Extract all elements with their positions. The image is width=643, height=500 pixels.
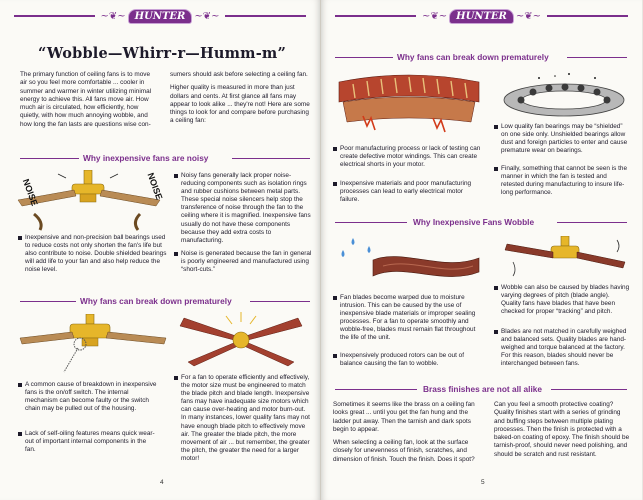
intro-paragraph: sumers should ask before selecting a ceiling fan.	[170, 71, 308, 78]
bullet-item: Poor manufacturing process or lack of testing can create defective motor windings. This can create electrical shorts in your motor.	[333, 145, 483, 169]
section-title-wobble: Why Inexpensive Fans Wobble	[413, 217, 535, 227]
noisy-fan-illustration	[14, 170, 164, 232]
intro-paragraph: The primary function of ceiling fans is to move air so you feel more comfortable ... cooler in summer and warmer in winter utilizing minimal energy to achieve this. All fans move air. How much air is circulated, how efficiently, how quietly, with how much annoying wobble, and how long the fan lasts are questions wise con-	[20, 71, 152, 128]
blade-pitch-illustration	[176, 308, 306, 368]
hunter-logo	[422, 9, 541, 24]
bearing-illustration	[499, 70, 629, 118]
bullet-item: For a fan to operate efficiently and effectively, the motor size must be engineered to match the blade pitch and blade length. Inexpensive fans may have inadequate size motors which can cause over-heating and motor burn-out. In many instances, lower quality fans may not have enough blade pitch to effectively move air. The greater the blade pitch, the more movement of air ... but remember, the greater the pitch, the greater the need for a larger motor!	[174, 374, 312, 463]
bullet-item: Wobble can also be caused by blades having varying degrees of pitch (blade angle). Quality fans have blades that have been checked for proper “tracking” and pitch.	[494, 284, 630, 316]
section-rule	[335, 222, 407, 223]
section-title-breakdown: Why fans can break down prematurely	[80, 296, 232, 306]
hunter-logo	[101, 9, 220, 24]
section-rule	[250, 301, 310, 302]
bullet-item: Finally, something that cannot be seen is the manner in which the fan is tested and retested during manufacturing to insure life-long performance.	[494, 165, 630, 197]
left-page	[0, 0, 321, 500]
brass-paragraph: Can you feel a smooth protective coating? Quality finishes start with a series of grinding and buffing steps between multiple plating processes. Then the finish is protected with a baked-on coating of epoxy. The finish should be tarnish-proof, should never need polishing, and should be scratch and rust resistant.	[494, 401, 630, 458]
intro-column-1	[20, 71, 152, 134]
intro-column-2	[170, 71, 310, 131]
logo-swirl-right: ~❦~	[194, 10, 220, 22]
bullet-item: Noisy fans generally lack proper noise-reducing components such as isolation rings and rubber cushions between metal parts. These special noise silencers help stop the transference of noise through the fan to the ceiling where it is magnified. Inexpensive fans usually do not have these components because they add extra costs to manufacturing.	[174, 172, 312, 245]
section-title-noisy: Why inexpensive fans are noisy	[83, 153, 209, 163]
bullet-item: Blades are not matched in carefully weighed and balanced sets. Quality blades are hand-weighed and torque balanced at the factory. For this reason, blades should never be interchanged between fans.	[494, 328, 630, 368]
bullet-item: Low quality fan bearings may be “shielded” on one side only. Unshielded bearings allow dust and foreign particles to enter and cause premature wear on bearings.	[494, 123, 630, 155]
section-rule	[567, 57, 627, 58]
noise-label: NOISE	[20, 177, 40, 208]
noise-label: NOISE	[145, 171, 164, 202]
section-rule	[335, 57, 393, 58]
logo-badge: HUNTER	[449, 9, 514, 24]
wobbling-fan-illustration	[503, 236, 629, 282]
brass-paragraph: Sometimes it seems like the brass on a ceiling fan looks great ... until you get the fan hung and the ladder put away. Then the tarnish and dark spots begin to appear.	[333, 401, 475, 433]
warped-blade-illustration	[333, 232, 483, 288]
fan-switch-illustration	[18, 314, 168, 374]
intro-paragraph: Higher quality is measured in more than just dollars and cents. At first glance all fans may appear to look alike ... they're not! Here are some things to look for and compare before purchasing a ceiling fan:	[170, 84, 310, 125]
bullet-item: A common cause of breakdown in inexpensive fans is the on/off switch. The internal mechanism can become faulty or the switch chain may be pulled out of the housing.	[18, 381, 158, 413]
logo-badge: HUNTER	[128, 9, 193, 24]
header-rule	[14, 15, 95, 17]
page-header	[14, 6, 306, 26]
right-page	[321, 0, 642, 500]
bullet-item: Lack of self-oiling features means quick wear-out of important internal components in the fan.	[18, 430, 158, 454]
brass-column-1	[333, 401, 483, 469]
page-number: 4	[160, 479, 164, 486]
page-number: 5	[481, 479, 485, 486]
page-header	[335, 6, 628, 26]
bullet-item: Inexpensively produced rotors can be out of balance causing the fan to wobble.	[333, 352, 483, 368]
section-rule	[20, 301, 76, 302]
bullet-item: Fan blades become warped due to moisture intrusion. This can be caused by the use of inexpensive blade materials or improper sealing processes. For a fan to operate smoothly and wobble-free, blades must remain flat throughout the life of the unit.	[333, 294, 483, 343]
section-title-brass: Brass finishes are not all alike	[423, 384, 542, 394]
brass-column-2	[494, 401, 630, 464]
section-rule	[232, 158, 310, 159]
section-rule	[551, 389, 627, 390]
bullet-item: Noise is generated because the fan in general is poorly engineered and manufactured using “short-cuts.”	[174, 250, 312, 274]
header-rule	[547, 15, 628, 17]
section-rule	[20, 158, 79, 159]
motor-winding-illustration	[333, 72, 485, 140]
section-title-breakdown: Why fans can break down prematurely	[397, 52, 549, 62]
section-rule	[335, 389, 417, 390]
logo-swirl-right: ~❦~	[515, 10, 541, 22]
bullet-item: Inexpensive and non-precision ball bearings used to reduce costs not only shorten the fan's life but also contribute to noise. Double shielded bearings will add life to your fan and also help reduce the noise level.	[18, 234, 168, 274]
logo-swirl-left: ~❦~	[422, 10, 448, 22]
page-title: “Wobble—Whirr-r—Humm-m”	[37, 45, 287, 62]
bullet-item: Inexpensive materials and poor manufacturing processes can lead to early electrical motor failure.	[333, 180, 483, 204]
logo-swirl-left: ~❦~	[100, 10, 126, 22]
brass-paragraph: When selecting a ceiling fan, look at the surface closely for unevenness of finish, scratches, and dimension of finish. Touch the finish. Does it spot?	[333, 439, 475, 463]
header-rule	[225, 15, 306, 17]
header-rule	[335, 15, 416, 17]
section-rule	[557, 222, 627, 223]
